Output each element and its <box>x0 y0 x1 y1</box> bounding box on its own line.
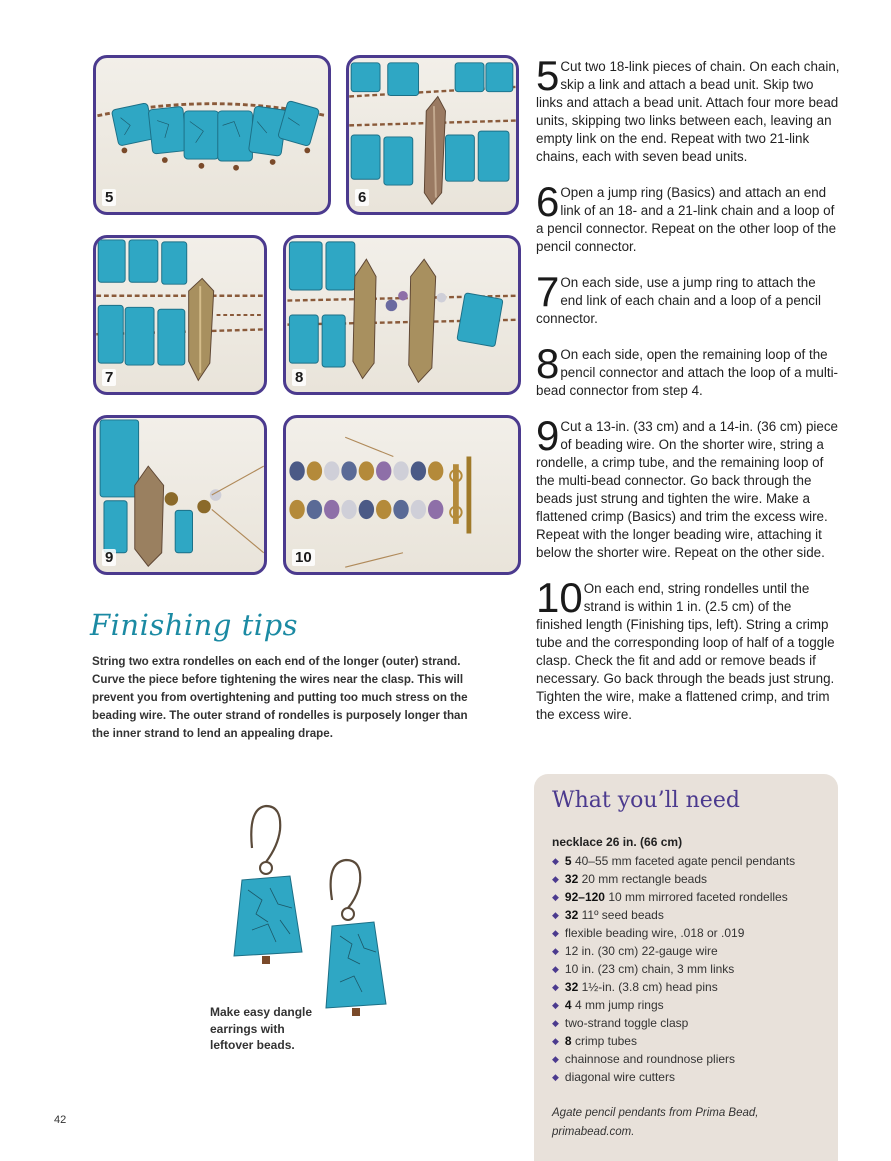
step-photo-5 <box>93 55 331 215</box>
materials-item <box>552 978 832 996</box>
step-6 <box>536 178 841 256</box>
materials-item <box>552 942 832 960</box>
materials-item-text: two-strand toggle clasp <box>564 1016 689 1030</box>
materials-item-text: 11º seed beads <box>581 908 664 922</box>
materials-item-text: 20 mm rectangle beads <box>581 872 708 886</box>
materials-item <box>552 960 832 978</box>
materials-item-qty: 32 <box>564 908 579 922</box>
materials-credit: Agate pencil pendants from Prima Bead, primabead.com. <box>552 1107 759 1138</box>
step-number: 6 <box>536 178 560 225</box>
photo-5-illustration <box>96 58 328 212</box>
step-photo-10 <box>283 415 521 575</box>
earrings-caption: Make easy dangle earrings with leftover beads. <box>210 1005 313 1052</box>
materials-item <box>552 852 832 870</box>
photo-8-illustration <box>286 238 518 392</box>
photo-label: 5 <box>102 189 116 206</box>
photo-label: 10 <box>292 549 315 566</box>
instruction-steps <box>536 52 841 724</box>
step-number: 8 <box>536 340 560 387</box>
photo-10-illustration <box>286 418 518 572</box>
materials-item <box>552 1032 832 1050</box>
step-number: 9 <box>536 412 560 459</box>
materials-box <box>534 774 838 1161</box>
materials-item-qty: 4 <box>564 998 572 1012</box>
materials-item-qty: 5 <box>564 854 572 868</box>
step-photo-7 <box>93 235 267 395</box>
step-photo-9 <box>93 415 267 575</box>
step-number: 5 <box>536 52 560 99</box>
diamond-bullet-icon: ◆ <box>552 1036 559 1046</box>
materials-item <box>552 1014 832 1032</box>
diamond-bullet-icon: ◆ <box>552 1000 559 1010</box>
diamond-bullet-icon: ◆ <box>552 910 559 920</box>
step-7 <box>536 268 841 328</box>
materials-item-qty: 8 <box>564 1034 572 1048</box>
diamond-bullet-icon: ◆ <box>552 946 559 956</box>
photo-7-illustration <box>96 238 264 392</box>
materials-list <box>552 852 832 1086</box>
materials-item-qty: 92–120 <box>564 890 605 904</box>
step-number: 7 <box>536 268 560 315</box>
step-text: On each side, use a jump ring to attach the end link of each chain and a loop of a pencil connector. <box>536 275 821 326</box>
materials-item-text: 10 mm mirrored faceted rondelles <box>608 890 788 904</box>
materials-item <box>552 870 832 888</box>
materials-subtitle: necklace 26 in. (66 cm) <box>552 835 683 849</box>
diamond-bullet-icon: ◆ <box>552 1054 559 1064</box>
step-5 <box>536 52 841 166</box>
photo-9-illustration <box>96 418 264 572</box>
materials-title: What you’ll need <box>552 788 740 813</box>
materials-item-text: crimp tubes <box>574 1034 637 1048</box>
materials-item-text: 1½-in. (3.8 cm) head pins <box>581 980 718 994</box>
photo-label: 9 <box>102 549 116 566</box>
step-number: 10 <box>536 574 583 621</box>
materials-item-text: 12 in. (30 cm) 22-gauge wire <box>564 944 718 958</box>
materials-item <box>552 1050 832 1068</box>
diamond-bullet-icon: ◆ <box>552 964 559 974</box>
materials-item-text: 4 mm jump rings <box>574 998 664 1012</box>
diamond-bullet-icon: ◆ <box>552 1018 559 1028</box>
step-9 <box>536 412 841 562</box>
materials-item-text: 10 in. (23 cm) chain, 3 mm links <box>564 962 735 976</box>
step-text: Cut a 13-in. (33 cm) and a 14-in. (36 cm) piece of beading wire. On the shorter wire, string a rondelle, a crimp tube, and the remaining loop of the multi-bead connector. Go back through the beads just strung and tighten the wire. Make a flattened crimp (Basics) and trim the excess wire. Repeat with the longer beading wire, attaching it below the shorter wire. Repeat on the other side. <box>536 419 838 560</box>
page-number: 42 <box>54 1114 67 1126</box>
materials-item <box>552 996 832 1014</box>
materials-item <box>552 888 832 906</box>
photo-6-illustration <box>349 58 516 212</box>
materials-item-qty: 32 <box>564 980 579 994</box>
step-text: Open a jump ring (Basics) and attach an end link of an 18- and a 21-link chain and a loop of a pencil connector. Repeat on the other loop of the pencil connector. <box>536 185 837 254</box>
diamond-bullet-icon: ◆ <box>552 856 559 866</box>
diamond-bullet-icon: ◆ <box>552 892 559 902</box>
step-photo-8 <box>283 235 521 395</box>
materials-item-text: flexible beading wire, .018 or .019 <box>564 926 745 940</box>
materials-item <box>552 906 832 924</box>
diamond-bullet-icon: ◆ <box>552 928 559 938</box>
step-photo-6 <box>346 55 519 215</box>
diamond-bullet-icon: ◆ <box>552 874 559 884</box>
photo-label: 8 <box>292 369 306 386</box>
step-10 <box>536 574 841 724</box>
materials-item-text: 40–55 mm faceted agate pencil pendants <box>574 854 796 868</box>
photo-label: 7 <box>102 369 116 386</box>
materials-item-text: diagonal wire cutters <box>564 1070 675 1084</box>
step-text: On each side, open the remaining loop of the pencil connector and attach the loop of a multi-bead connector from step 4. <box>536 347 839 398</box>
step-8 <box>536 340 841 400</box>
materials-item-qty: 32 <box>564 872 579 886</box>
materials-item <box>552 924 832 942</box>
diamond-bullet-icon: ◆ <box>552 982 559 992</box>
photo-label: 6 <box>355 189 369 206</box>
materials-item <box>552 1068 832 1086</box>
step-text: Cut two 18-link pieces of chain. On each chain, skip a link and attach a bead unit. Skip two links and attach a bead unit. Attach four more bead units, skipping two links between each, leaving an empty link on the end. Repeat with two 21-link chains, each with seven bead units. <box>536 59 840 164</box>
finishing-tips-body: String two extra rondelles on each end of the longer (outer) strand. Curve the piece before tightening the wires near the clasp. This will prevent you from overtightening and putting too much stress on the beading wire. The outer strand of rondelles is purposely longer than the inner strand to lend an appealing drape. <box>92 655 468 740</box>
step-text: On each end, string rondelles until the strand is within 1 in. (2.5 cm) of the finished length (Finishing tips, left). String a crimp tube and the corresponding loop of half of a toggle clasp. Check the fit and add or remove beads if necessary. Go back through the beads just strung. Tighten the wire, make a flattened crimp, and trim the excess wire. <box>536 581 835 722</box>
materials-item-text: chainnose and roundnose pliers <box>564 1052 736 1066</box>
diamond-bullet-icon: ◆ <box>552 1072 559 1082</box>
finishing-tips-title: Finishing tips <box>90 608 299 642</box>
